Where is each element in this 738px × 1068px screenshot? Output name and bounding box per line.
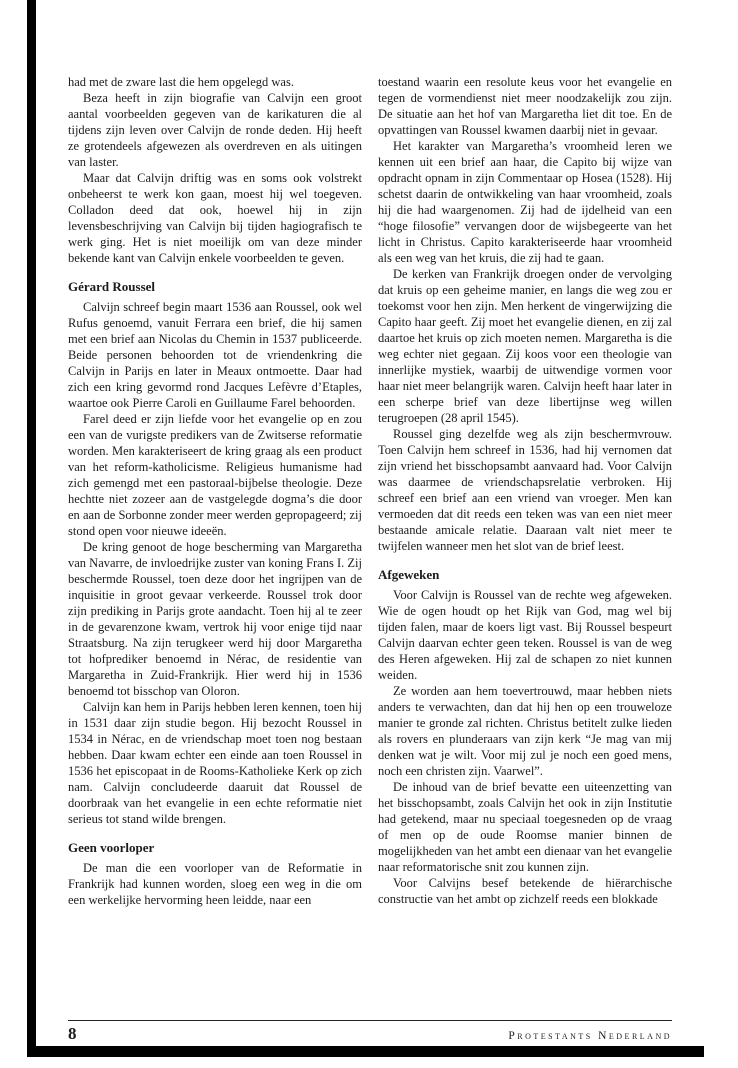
scan-edge-left <box>27 0 36 1057</box>
paragraph: Roussel ging dezelfde weg als zijn beschermvrouw. Toen Calvijn hem schreef in 1536, had hij vernomen dat zijn vriend het bisschopsambt aanvaard had. Voor Calvijn was daarmee de vriendschapsrelatie verbroken. Hij schreef een brief aan een vriend van vroeger. Men kan vermoeden dat dit reeds een teken was van een niet meer bestaande amicale relatie. Daaraan valt niet meer te twijfelen wanneer men het slot van de brief leest. <box>378 427 672 553</box>
paragraph: De kring genoot de hoge bescherming van Margaretha van Navarre, de invloedrijke zuster van koning Frans I. Zij beschermde Roussel, toen deze door het ingrijpen van de inquisitie in groot gevaar verkeerde. Roussel trok door zijn prediking in Parijs grote aandacht. Toen hij al te zeer in de gevarenzone kwam, vertrok hij voor enige tijd naar Straatsburg. Na zijn terugkeer werd hij door Margaretha tot hofprediker benoemd in Nérac, de residentie van Margaretha in Zuid-Frankrijk. Hier werd hij in 1536 benoemd tot bisschop van Oloron. <box>68 540 363 698</box>
paragraph: Maar dat Calvijn driftig was en soms ook volstrekt onbeheerst te werk kon gaan, moest hij wel toegeven. Colladon deed dat ook, hoewel hij in zijn levensbeschrijving van Calvijn bij tijden hagiografisch te werk ging. Het is niet moeilijk om van deze minder bekende kant van Calvijn enkele voorbeelden te geven. <box>68 171 362 265</box>
paragraph: toestand waarin een resolute keus voor het evangelie en tegen de vormendienst niet meer noodzakelijk zou zijn. De situatie aan het hof van Margaretha liet dit toe. En de opvattingen van Roussel kwamen daarbij niet in gevaar. <box>378 75 672 137</box>
paragraph: Voor Calvijn is Roussel van de rechte weg afgeweken. Wie de ogen houdt op het Rijk van God, mag wel bij tijden falen, maar de koers ligt vast. Bij Roussel bespeurt Calvijn daarvan echter geen teken. Roussel is van de weg des Heren afgeweken. Hij zal de schapen zo niet kunnen weiden. <box>378 588 672 682</box>
section-heading-geen-voorloper: Geen voorloper <box>68 840 155 855</box>
paragraph: Ze worden aan hem toevertrouwd, maar hebben niets anders te verwachten, dan dat hij hen op een trouweloze manier te gronde zal richten. Christus betitelt zulke lieden als rovers en plunderaars van zijn kerk “Je mag van mij denken wat je wilt. Voor mij zul je noch een goed mens, noch een christen zijn. Vaarwel”. <box>378 684 672 778</box>
paragraph: De inhoud van de brief bevatte een uiteenzetting van het bisschopsambt, zoals Calvijn het ook in zijn Institutie had getekend, maar nu speciaal toegesneden op de vraag of men op de oude Roomse manier binnen de mogelijkheden van het ambt een dienaar van het evangelie naar reformatorische snit zou kunnen zijn. <box>378 780 672 874</box>
footer-rule <box>68 1020 672 1021</box>
paragraph: Calvijn schreef begin maart 1536 aan Roussel, ook wel Rufus genoemd, vanuit Ferrara een brief, die hij samen met een brief aan Nicolas du Chemin in 1537 publiceerde. Beide personen behoorden tot de vriendenkring die Calvijn in Parijs en later in Meaux ontmoette. Daar had zich een kring gevormd rond Jacques Lefèvre d’Etaples, waartoe ook Pierre Caroli en Guillaume Farel behoorden. <box>68 300 362 410</box>
footer-row <box>68 1024 672 1044</box>
section-heading-afgeweken: Afgeweken <box>378 567 440 582</box>
right-column <box>378 74 672 1018</box>
page-number: 8 <box>68 1024 77 1043</box>
left-column <box>68 74 362 1018</box>
paragraph: De man die een voorloper van de Reformatie in Frankrijk had kunnen worden, sloeg een weg in die om een werkelijke hervorming heen leidde, naar een <box>68 861 362 907</box>
section-heading-gerard-roussel: Gérard Roussel <box>68 279 156 294</box>
article-body <box>68 74 672 1018</box>
paragraph: Beza heeft in zijn biografie van Calvijn een groot aantal voorbeelden gegeven van de karikaturen die al tijdens zijn leven over Calvijn de ronde deden. Hij heeft ze grotendeels afgewezen als overdreven en als uitingen van laster. <box>68 91 362 169</box>
paragraph: Voor Calvijns besef betekende de hiërarchische constructie van het ambt op zichzelf reeds een blokkade <box>378 876 672 906</box>
journal-title: Protestants Nederland <box>508 1030 672 1042</box>
paragraph: Calvijn kan hem in Parijs hebben leren kennen, toen hij in 1531 daar zijn studie begon. Hij bezocht Roussel in 1534 in Nérac, en de vriendschap moet toen nog bestaan hebben. Daar kwam echter een einde aan toen Roussel in 1536 het episcopaat in de Rooms-Katholieke Kerk op zich nam. Calvijn concludeerde daaruit dat Roussel de doorbraak van het evangelie in een echte reformatie niet serieus tot stand wilde brengen. <box>68 700 362 826</box>
paragraph: De kerken van Frankrijk droegen onder de vervolging dat kruis op een geheime manier, en langs die weg zou er toekomst voor hen zijn. Men herkent de vingerwijzing die Capito haar geeft. Zij moet het evangelie dienen, en zij zal daartoe het kruis op zich moeten nemen. Margaretha is die weg echter niet gegaan. Zij koos voor een theologie van innerlijke mystiek, waarbij de uitwendige vormen voor haar niet meer belangrijk waren. Calvijn heeft haar later in een scherpe brief van deze libertijnse weg willen terugroepen (28 april 1545). <box>378 267 672 425</box>
paragraph: had met de zware last die hem opgelegd was. <box>68 75 294 89</box>
scan-edge-bottom <box>27 1046 704 1057</box>
paragraph: Het karakter van Margaretha’s vroomheid leren we kennen uit een brief aan haar, die Capito bij wijze van opdracht opnam in zijn Commentaar op Hosea (1528). Hij schetst daarin de ontwikkeling van haar vroomheid, zoals hij die had waargenomen. Zij had de ijdelheid van een “hoge filosofie” vervangen door de wijsbegeerte van het licht in Christus. Capito karakteriseerde haar vroomheid als een weg van het kruis, die zij had te gaan. <box>378 139 672 265</box>
paragraph: Farel deed er zijn liefde voor het evangelie op en zou een van de vurigste predikers van de Zwitserse reformatie worden. Men karakteriseert de kring graag als een product van het reform-katholicisme. Religieus humanisme had zich gemengd met een pastoraal-bijbelse theologie. Deze hechtte niet zozeer aan de vastgelegde dogma’s die door en aan de Sorbonne zonder meer werden gepropageerd; zij stond open voor nieuwe ideeën. <box>68 412 362 538</box>
page-footer <box>68 1020 672 1044</box>
